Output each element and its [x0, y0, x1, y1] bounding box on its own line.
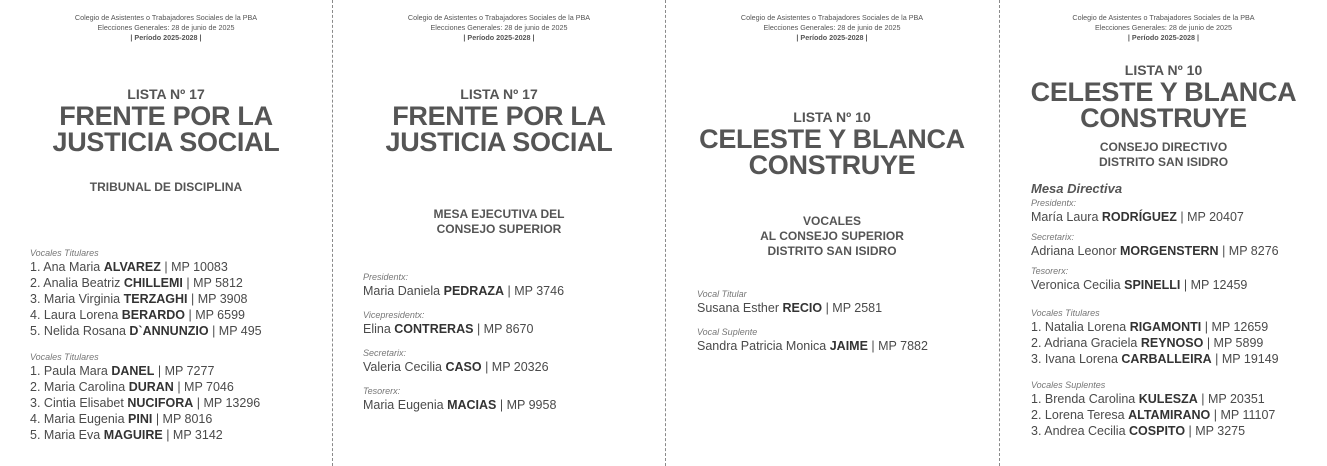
role-caption: Vocal Suplente — [697, 327, 758, 337]
role-caption: Vocal Titular — [697, 289, 747, 299]
party-name-line2: CONSTRUYE — [1080, 103, 1247, 133]
candidate-group — [1031, 379, 1279, 439]
candidate-row: Adriana Leonor MORGENSTERN | MP 8276 — [1031, 244, 1279, 258]
candidate-row: María Laura RODRÍGUEZ | MP 20407 — [1031, 210, 1244, 224]
candidate-group — [30, 351, 262, 443]
candidate-list — [30, 247, 262, 453]
header-college: Colegio de Asistentes o Trabajadores Sociales de la PBA — [1072, 13, 1255, 22]
ballot-header — [666, 13, 998, 43]
role-caption: Tesorerx: — [1031, 266, 1069, 276]
candidate-row: 3. Ivana Lorena CARBALLEIRA | MP 19149 — [1031, 352, 1279, 366]
party-block — [333, 86, 665, 155]
ballot-tribunal-disciplina — [0, 0, 332, 466]
list-number: LISTA Nº 17 — [127, 86, 205, 102]
candidate-row: Maria Eugenia MACIAS | MP 9958 — [363, 398, 557, 412]
candidate-row: Maria Daniela PEDRAZA | MP 3746 — [363, 284, 565, 298]
section-title: TRIBUNAL DE DISCIPLINA — [89, 180, 243, 194]
role-list — [363, 271, 564, 423]
party-name-line2: CONSTRUYE — [748, 150, 916, 180]
candidate-row: 2. Lorena Teresa ALTAMIRANO | MP 11107 — [1031, 408, 1276, 422]
candidate-row: 1. Natalia Lorena RIGAMONTI | MP 12659 — [1031, 320, 1269, 334]
header-elections: Elecciones Generales: 28 de junio de 2025 — [97, 23, 235, 32]
group-caption: Vocales Titulares — [30, 352, 99, 362]
role-entry — [1031, 197, 1279, 225]
candidate-row: Valeria Cecilia CASO | MP 20326 — [363, 360, 549, 374]
header-elections: Elecciones Generales: 28 de junio de 2025 — [1094, 23, 1233, 32]
candidate-row: 3. Cintia Elisabet NUCIFORA | MP 13296 — [30, 396, 261, 410]
ballot-vocales-consejo-superior — [666, 0, 998, 466]
role-entry — [1031, 265, 1279, 293]
candidate-row: 1. Ana Maria ALVAREZ | MP 10083 — [30, 260, 228, 274]
candidate-row: 2. Adriana Graciela REYNOSO | MP 5899 — [1031, 336, 1264, 350]
list-number: LISTA Nº 10 — [793, 109, 871, 125]
party-block — [0, 86, 332, 155]
role-entry — [363, 271, 564, 299]
party-name-line1: CELESTE Y BLANCA — [1030, 77, 1297, 107]
party-block — [666, 109, 998, 178]
candidate-row: Sandra Patricia Monica JAIME | MP 7882 — [697, 339, 928, 353]
role-caption: Secretarix: — [363, 348, 407, 358]
candidate-group — [1031, 307, 1279, 367]
ballot-header — [0, 13, 332, 43]
role-caption: Tesorerx: — [363, 386, 401, 396]
role-entry — [697, 326, 928, 354]
candidate-row: 5. Maria Eva MAGUIRE | MP 3142 — [30, 428, 223, 442]
candidate-row: 3. Maria Virginia TERZAGHI | MP 3908 — [30, 292, 248, 306]
candidate-row: 1. Paula Mara DANEL | MP 7277 — [30, 364, 215, 378]
section-title: CONSEJO DIRECTIVO DISTRITO SAN ISIDRO — [1098, 140, 1229, 169]
candidate-row: Elina CONTRERAS | MP 8670 — [363, 322, 534, 336]
candidate-row: Veronica Cecilia SPINELLI | MP 12459 — [1031, 278, 1248, 292]
list-number: LISTA Nº 10 — [1124, 62, 1203, 78]
role-caption: Vicepresidentx: — [363, 310, 425, 320]
ballot-mesa-ejecutiva — [333, 0, 665, 466]
mesa-directiva-title: Mesa Directiva — [1031, 181, 1123, 196]
ballot-consejo-directivo — [1000, 0, 1327, 466]
ballot-header — [1000, 13, 1327, 43]
header-period: | Período 2025-2028 | — [796, 33, 868, 42]
candidate-row: Susana Esther RECIO | MP 2581 — [697, 301, 883, 315]
candidate-group — [30, 247, 262, 339]
header-elections: Elecciones Generales: 28 de junio de 2025 — [430, 23, 568, 32]
role-entry — [363, 347, 564, 375]
role-entry — [697, 288, 928, 316]
role-entry — [363, 309, 564, 337]
role-list — [697, 288, 928, 364]
role-caption: Presidentx: — [1031, 198, 1077, 208]
candidate-list — [1031, 181, 1279, 439]
role-caption: Presidentx: — [363, 272, 409, 282]
header-period: | Período 2025-2028 | — [463, 33, 535, 42]
party-name-line1: CELESTE Y BLANCA — [699, 124, 965, 154]
candidate-row: 4. Laura Lorena BERARDO | MP 6599 — [30, 308, 245, 322]
candidate-row: 2. Analia Beatriz CHILLEMI | MP 5812 — [30, 276, 243, 290]
list-number: LISTA Nº 17 — [460, 86, 538, 102]
candidate-row: 4. Maria Eugenia PINI | MP 8016 — [30, 412, 213, 426]
candidate-row: 5. Nelida Rosana D`ANNUNZIO | MP 495 — [30, 324, 262, 338]
header-college: Colegio de Asistentes o Trabajadores Sociales de la PBA — [740, 13, 924, 22]
group-caption: Vocales Titulares — [30, 248, 99, 258]
party-name-line1: FRENTE POR LA — [59, 101, 273, 131]
party-name-line1: FRENTE POR LA — [392, 101, 606, 131]
role-entry — [1031, 231, 1279, 259]
group-caption: Vocales Titulares — [1031, 308, 1100, 318]
group-caption: Vocales Suplentes — [1031, 380, 1106, 390]
section-title: VOCALES AL CONSEJO SUPERIOR DISTRITO SAN ISIDRO — [760, 214, 904, 258]
role-entry — [363, 385, 564, 413]
header-college: Colegio de Asistentes o Trabajadores Sociales de la PBA — [74, 13, 258, 22]
party-block — [1000, 62, 1327, 131]
header-period: | Período 2025-2028 | — [130, 33, 202, 42]
candidate-row: 2. Maria Carolina DURAN | MP 7046 — [30, 380, 234, 394]
candidate-row: 3. Andrea Cecilia COSPITO | MP 3275 — [1031, 424, 1246, 438]
section-title: MESA EJECUTIVA DEL CONSEJO SUPERIOR — [433, 207, 565, 236]
candidate-row: 1. Brenda Carolina KULESZA | MP 20351 — [1031, 392, 1265, 406]
party-name-line2: JUSTICIA SOCIAL — [52, 127, 280, 157]
header-period: | Período 2025-2028 | — [1127, 33, 1200, 42]
role-caption: Secretarix: — [1031, 232, 1075, 242]
header-elections: Elecciones Generales: 28 de junio de 2025 — [763, 23, 901, 32]
party-name-line2: JUSTICIA SOCIAL — [385, 127, 613, 157]
header-college: Colegio de Asistentes o Trabajadores Sociales de la PBA — [407, 13, 591, 22]
ballot-header — [333, 13, 665, 43]
